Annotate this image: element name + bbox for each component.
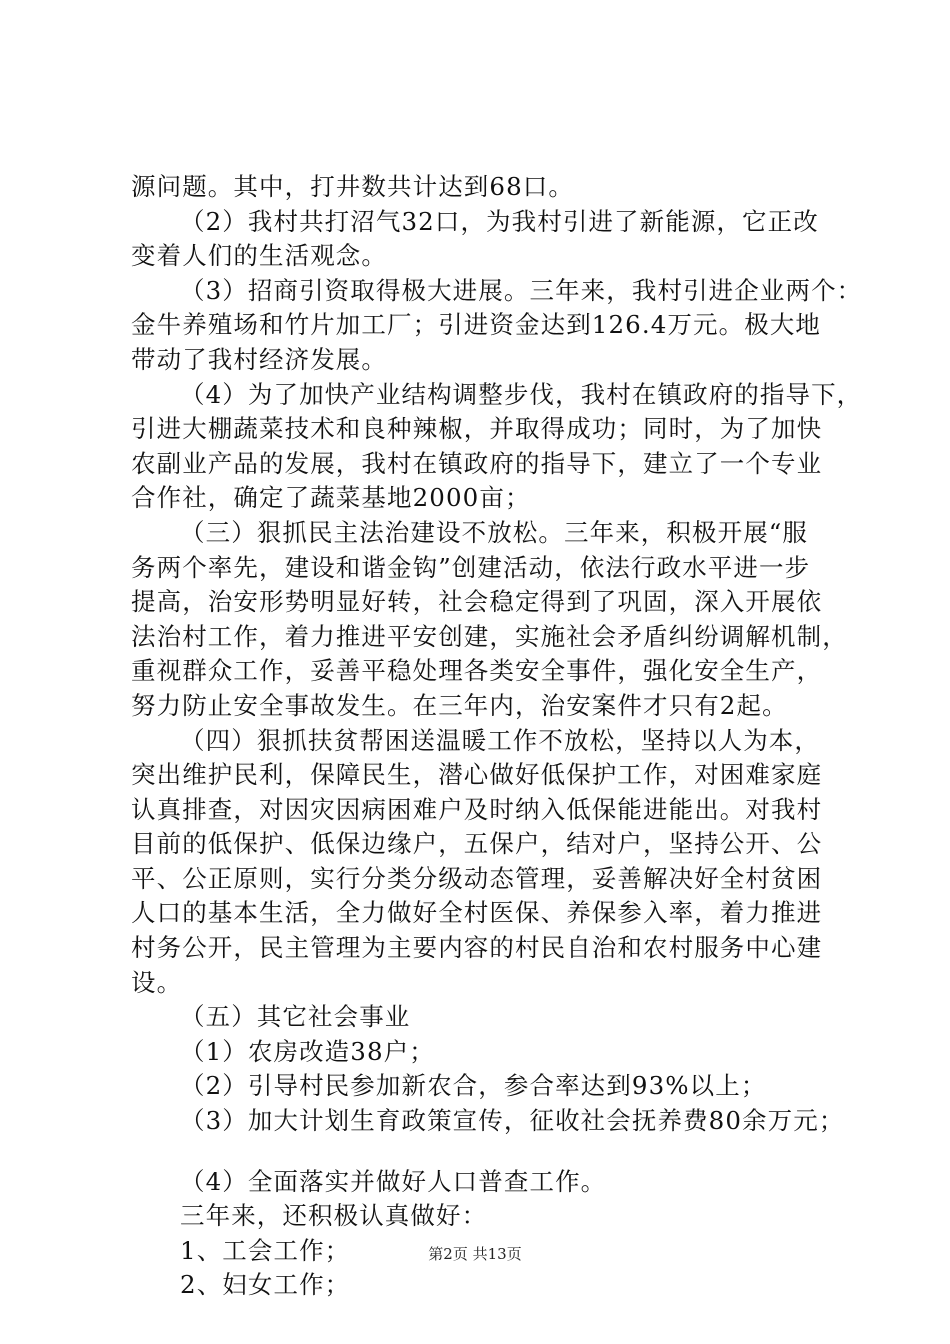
text-line: 合作社，确定了蔬菜基地2000亩； — [131, 483, 531, 513]
text-line: 平、公正原则，实行分类分级动态管理，妥善解决好全村贫困 — [131, 863, 823, 893]
text-line: （3）招商引资取得极大进展。三年来，我村引进企业两个： — [180, 275, 863, 305]
text-line: 村务公开，民主管理为主要内容的村民自治和农村服务中心建 — [131, 933, 823, 963]
document-body — [131, 170, 863, 1303]
text-line: 2、妇女工作； — [180, 1270, 351, 1300]
text-line: 法治村工作，着力推进平安创建，实施社会矛盾纠纷调解机制， — [131, 621, 848, 651]
text-line: 带动了我村经济发展。 — [131, 344, 387, 374]
text-line: 认真排查，对因灾因病困难户及时纳入低保能进能出。对我村 — [131, 794, 823, 824]
text-line: 设。 — [131, 967, 183, 997]
text-line: （四）狠抓扶贫帮困送温暖工作不放松，坚持以人为本， — [180, 725, 820, 755]
text-line: 农副业产品的发展，我村在镇政府的指导下，建立了一个专业 — [131, 448, 823, 478]
text-line: 努力防止安全事故发生。在三年内，治安案件才只有2起。 — [131, 690, 788, 720]
text-line: 重视群众工作，妥善平稳处理各类安全事件，强化安全生产， — [131, 656, 823, 686]
text-line: 人口的基本生活，全力做好全村医保、养保参入率，着力推进 — [131, 898, 823, 928]
text-line: 务两个率先，建设和谐金钩”创建活动，依法行政水平进一步 — [131, 552, 811, 582]
text-line: （五）其它社会事业 — [180, 1002, 411, 1032]
text-line: （三）狠抓民主法治建设不放松。三年来，积极开展“服 — [180, 517, 809, 547]
text-line: （4）为了加快产业结构调整步伐，我村在镇政府的指导下， — [180, 379, 863, 409]
text-line: （4）全面落实并做好人口普查工作。 — [180, 1166, 607, 1196]
text-line: 目前的低保护、低保边缘户，五保户，结对户，坚持公开、公 — [131, 829, 823, 859]
page-number-footer: 第2页 共13页 — [428, 1245, 522, 1263]
text-line: （1）农房改造38户； — [180, 1036, 435, 1066]
text-line: 提高，治安形势明显好转，社会稳定得到了巩固，深入开展依 — [131, 587, 823, 617]
text-line: （2）我村共打沼气32口，为我村引进了新能源，它正改 — [180, 206, 819, 236]
text-line: 源问题。其中，打井数共计达到68口。 — [131, 172, 574, 201]
text-line: （2）引导村民参加新农合，参合率达到93%以上； — [180, 1071, 767, 1101]
text-line: 三年来，还积极认真做好： — [180, 1201, 488, 1231]
text-line: 金牛养殖场和竹片加工厂；引进资金达到126.4万元。极大地 — [131, 310, 822, 340]
text-line: （3）加大计划生育政策宣传，征收社会抚养费80余万元； — [180, 1106, 845, 1136]
text-line: 突出维护民利，保障民生，潜心做好低保护工作，对困难家庭 — [131, 760, 823, 790]
text-line: 变着人们的生活观念。 — [131, 241, 387, 271]
text-line: 1、工会工作； — [180, 1235, 351, 1265]
text-line: 引进大棚蔬菜技术和良种辣椒，并取得成功；同时，为了加快 — [131, 414, 823, 444]
